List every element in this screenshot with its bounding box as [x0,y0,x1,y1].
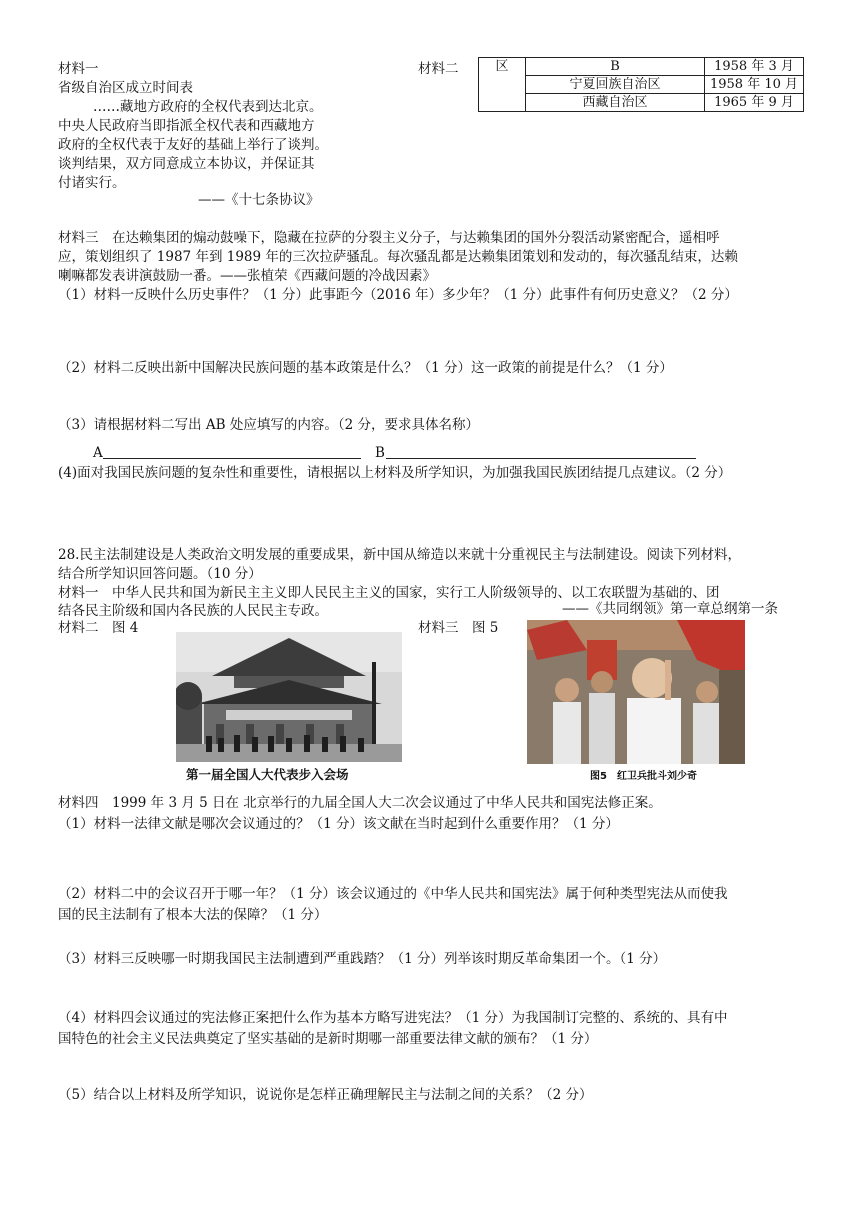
first-npc-photo [176,632,402,762]
material-3-line: 材料三 在达赖集团的煽动鼓噪下，隐藏在拉萨的分裂主义分子，与达赖集团的国外分裂活动紧密配合，遥相呼 [58,230,720,246]
figure-4-caption: 第一届全国人大代表步入会场 [186,767,349,782]
table-cell: 宁夏回族自治区 [526,76,705,94]
material-1-line: ……藏地方政府的全权代表到达北京。 [93,99,323,115]
material-4-line: 材料四 1999 年 3 月 5 日在 北京举行的九届全国人大二次会议通过了中华人民共和国宪法修正案。 [58,795,662,811]
material-1-line: 政府的全权代表于友好的基础上举行了谈判。 [58,137,328,153]
question-28-intro: 结合所学知识回答问题。（10 分） [58,566,262,582]
question-27-2: （2）材料二反映出新中国解决民族问题的基本政策是什么？（1 分）这一政策的前提是什么？（1 分） [58,360,673,376]
material-1-line: 结各民主阶级和国内各民族的人民民主专政。 [58,603,328,619]
material-3-line: 喇嘛都发表讲演鼓励一番。——张植荣《西藏问题的冷战因素》 [58,268,436,284]
answer-blank-a[interactable] [103,458,361,459]
table-row [479,94,804,112]
question-28-intro: 28.民主法制建设是人类政治文明发展的重要成果，新中国从缔造以来就十分重视民主与法制建设。阅读下列材料， [58,547,741,563]
material-1-line: 材料一 中华人民共和国为新民主主义即人民民主主义的国家，实行工人阶级领导的、以工农联盟为基础的、团 [58,585,720,601]
material-3-line: 应，策划组织了 1987 年到 1989 年的三次拉萨骚乱。每次骚乱都是达赖集团策划和发动的，每次骚乱结束，达赖 [58,249,738,265]
question-27-1: （1）材料一反映什么历史事件？（1 分）此事距今（2016 年）多少年？（1 分）此事件有何历史意义？（2 分） [58,287,738,303]
question-28-3: （3）材料三反映哪一时期我国民主法制遭到严重践踏？（1 分）列举该时期反革命集团一个。（1 分） [58,951,667,967]
red-guards-photo [527,620,745,764]
table-cell: 西藏自治区 [526,94,705,112]
material-1-line: 谈判结果，双方同意成立本协议，并保证其 [58,156,315,172]
question-28-4: （4）材料四会议通过的宪法修正案把什么作为基本方略写进宪法？（1 分）为我国制订完整的、系统的、具有中 [58,1010,728,1026]
table-cell: 1958 年 10 月 [705,76,804,94]
material-3-label: 材料三 图 5 [418,620,499,636]
answer-blank-b[interactable] [386,458,696,459]
question-27-3: （3）请根据材料二写出 AB 处应填写的内容。（2 分，要求具体名称） [58,417,479,433]
question-28-5: （5）结合以上材料及所学知识，说说你是怎样正确理解民主与法制之间的关系？（2 分） [58,1087,593,1103]
table-cell: 1965 年 9 月 [705,94,804,112]
material-1-source: ——《共同纲领》第一章总纲第一条 [562,601,778,617]
question-27-4: (4)面对我国民族问题的复杂性和重要性，请根据以上材料及所学知识，为加强我国民族团结提几点建议。（2 分） [58,465,732,481]
material-1-line: 付诸实行。 [58,175,126,191]
question-28-4: 国特色的社会主义民法典奠定了坚实基础的是新时期哪一部重要法律文献的颁布？（1 分） [58,1031,598,1047]
question-28-1: （1）材料一法律文献是哪次会议通过的？（1 分）该文献在当时起到什么重要作用？（1 分） [58,816,619,832]
table-row [479,76,804,94]
table-cell: B [526,58,705,76]
material-1-line: 中央人民政府当即指派全权代表和西藏地方 [58,118,315,134]
figure-5-caption: 图5 红卫兵批斗刘少奇 [590,771,697,782]
blank-a-label: A [93,445,103,461]
table-cell: 1958 年 3 月 [705,58,804,76]
table-row [479,58,804,76]
question-28-2: 国的民主法制有了根本大法的保障？（1 分） [58,907,328,923]
autonomous-region-table [478,57,804,112]
table-cell: 区 [479,58,526,112]
question-28-2: （2）材料二中的会议召开于哪一年？（1 分）该会议通过的《中华人民共和国宪法》属于何种类型宪法从而使我 [58,886,728,902]
material-1-source: ——《十七条协议》 [198,192,320,208]
blank-b-label: B [375,445,385,461]
material-1-label: 材料一 [58,61,99,77]
material-2-label: 材料二 [418,61,459,77]
material-2-label: 材料二 图 4 [58,620,139,636]
material-1-subtitle: 省级自治区成立时间表 [58,80,193,96]
